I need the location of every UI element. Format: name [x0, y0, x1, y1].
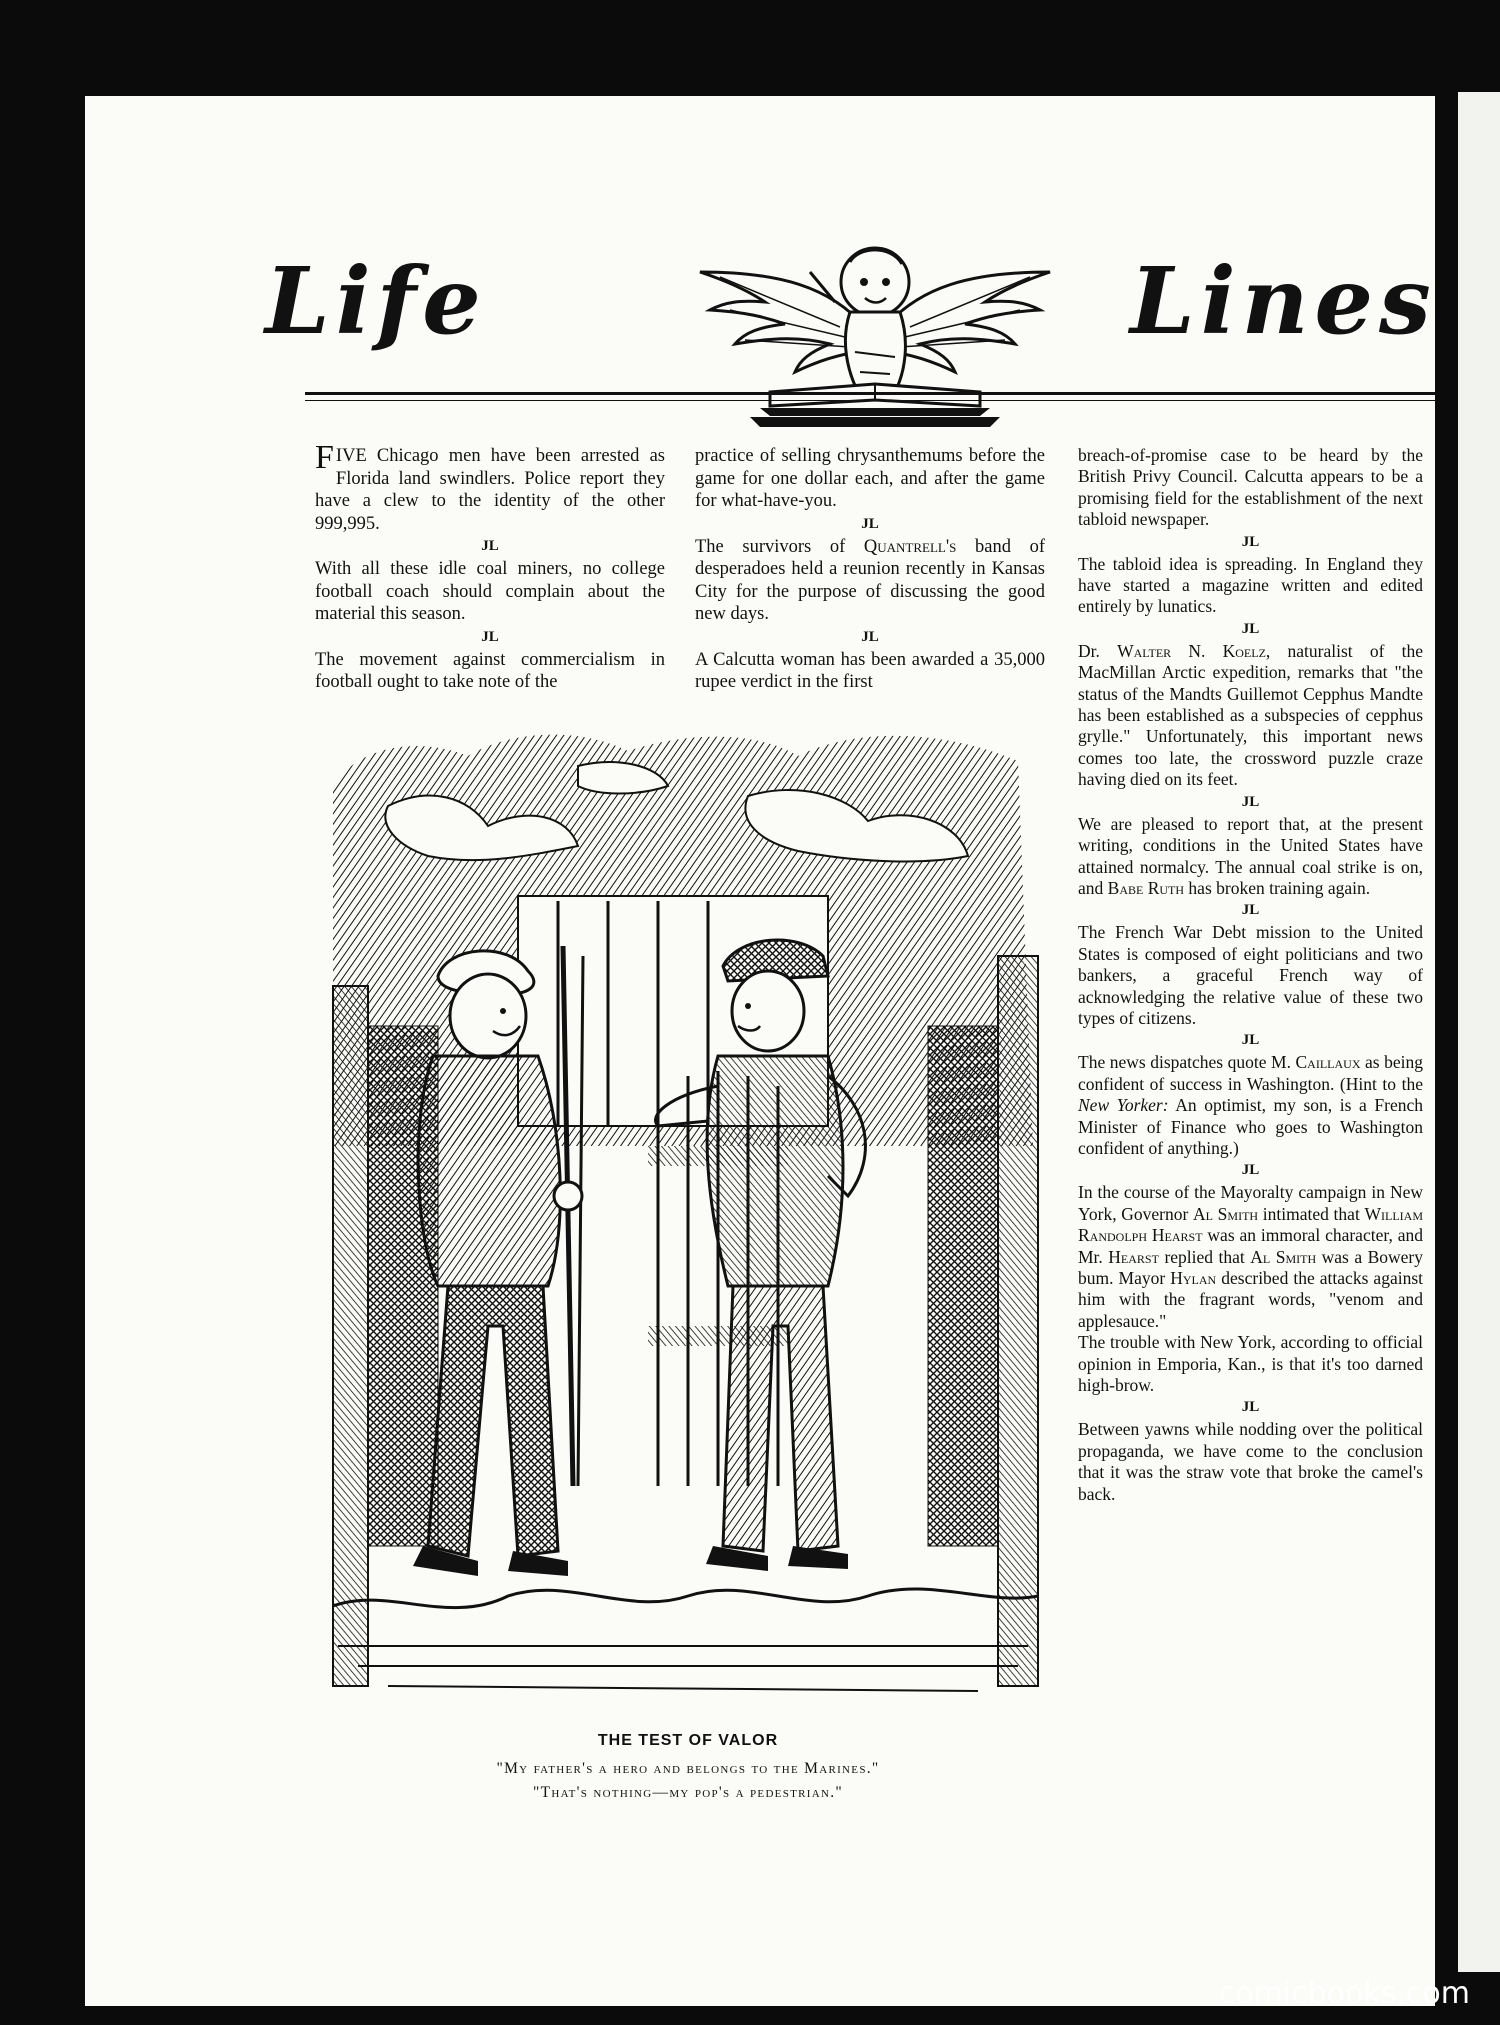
paragraph	[1078, 814, 1423, 900]
cartoon-caption-line-1: "My father's a hero and belongs to the Marines."	[496, 1760, 880, 1777]
adjacent-page-edge	[1458, 92, 1500, 1972]
name-smallcaps: Quantrell's	[863, 536, 957, 557]
text-run: , naturalist of the MacMillan Arctic expedition, remarks that "the status of the Mandts Guillemot Cepphus Mandte has been established as a subspecies of cepphus grylle." Unfortunately, this important news comes too late, the crossword puzzle craze having died on its feet.	[1078, 640, 1423, 790]
paragraph: With all these idle coal miners, no college football coach should complain about the material this season.	[315, 559, 665, 624]
section-separator: JL	[481, 628, 499, 645]
cartoon-illustration	[328, 726, 1046, 1719]
paragraph: breach-of-promise case to be heard by the British Privy Council. Calcutta appears to be a promising field for the establishment of the next tabloid newspaper.	[1078, 445, 1423, 530]
text-run: intimated that	[1258, 1203, 1365, 1224]
text-run: was a Bowery bum. Mayor	[1078, 1246, 1423, 1288]
text-run: described the attacks against him with the fragrant words, "venom and applesauce."	[1078, 1268, 1423, 1331]
name-smallcaps: Al Smith	[1250, 1246, 1317, 1267]
drop-cap: F	[315, 439, 334, 476]
site-watermark: comicbooks.com	[1218, 1976, 1470, 2011]
section-separator: JL	[1241, 1162, 1260, 1179]
section-separator: JL	[1241, 902, 1260, 919]
section-separator: JL	[1241, 1032, 1260, 1049]
text-run: as being confident of success in Washington. (Hint to the	[1078, 1052, 1423, 1094]
section-separator: JL	[1241, 620, 1260, 637]
cherub-emblem-icon	[690, 232, 1060, 432]
section-separator: JL	[861, 515, 879, 532]
paragraph	[1078, 1182, 1423, 1332]
paragraph-text: IVE Chicago men have been arrested as Florida land swindlers. Police report they have a clew to the identity of the other 999,995.	[315, 446, 665, 534]
name-smallcaps: Walter N. Koelz	[1117, 640, 1266, 661]
paragraph	[315, 439, 665, 535]
paragraph: The trouble with New York, according to official opinion in Emporia, Kan., is that it's too darned high-brow.	[1078, 1332, 1423, 1396]
text-run: The news dispatches quote M.	[1078, 1052, 1296, 1073]
text-run: In the course of the Mayoralty campaign in New York, Governor	[1078, 1182, 1423, 1224]
cartoon-caption-line-2: "That's nothing—my pop's a pedestrian."	[532, 1784, 844, 1801]
paragraph: The movement against commercialism in football ought to take note of the	[315, 649, 665, 692]
column-1	[315, 439, 665, 694]
text-run: The survivors of	[695, 536, 864, 557]
italic-title: New Yorker:	[1078, 1095, 1169, 1116]
section-separator: JL	[1241, 1399, 1260, 1416]
column-3	[1078, 445, 1423, 1505]
name-smallcaps: Babe Ruth	[1107, 877, 1185, 898]
paragraph: practice of selling chrysanthemums before the game for one dollar each, and after the game for what-have-you.	[695, 446, 1045, 511]
paragraph: The French War Debt mission to the United States is composed of eight politicians and two bankers, a graceful French way of acknowledging the relative value of these two types of citizens.	[1078, 922, 1423, 1028]
paragraph	[1078, 641, 1423, 791]
header-rule-thick	[305, 392, 1435, 395]
name-smallcaps: Caillaux	[1295, 1052, 1361, 1073]
paragraph: Between yawns while nodding over the political propaganda, we have come to the conclusion that it was the straw vote that broke the camel's back.	[1078, 1419, 1423, 1504]
text-run: was an immoral character, and Mr.	[1078, 1225, 1423, 1267]
name-smallcaps: Al Smith	[1193, 1203, 1259, 1224]
paragraph	[695, 536, 1045, 626]
text-run: We are pleased to report that, at the present writing, conditions in the United States have attained normalcy. The annual coal strike is on, and	[1078, 813, 1423, 898]
section-separator: JL	[1241, 793, 1260, 810]
cartoon-title: THE TEST OF VALOR	[597, 1732, 779, 1749]
paragraph: The tabloid idea is spreading. In England they have started a magazine written and edited entirely by lunatics.	[1078, 553, 1423, 617]
text-run: Dr.	[1078, 640, 1118, 661]
header-rule-thin	[305, 400, 1435, 401]
name-smallcaps: Hearst	[1108, 1246, 1159, 1267]
column-2	[695, 445, 1045, 694]
text-run: band of desperadoes held a reunion recently in Kansas City for the purpose of discussing the good new days.	[695, 536, 1045, 624]
header-title-right: Lines	[1130, 247, 1437, 355]
header-title-left: Life	[265, 247, 487, 355]
section-separator: JL	[481, 538, 499, 554]
section-separator: JL	[1241, 533, 1260, 550]
text-run: replied that	[1158, 1246, 1251, 1267]
name-smallcaps: Hylan	[1170, 1268, 1217, 1288]
section-separator: JL	[861, 628, 879, 645]
paragraph	[1078, 1052, 1423, 1159]
text-run: An optimist, my son, is a French Minister of Finance who goes to Washington confident of anything.)	[1078, 1095, 1423, 1158]
text-run: has broken training again.	[1184, 877, 1371, 898]
paragraph: A Calcutta woman has been awarded a 35,000 rupee verdict in the first	[695, 649, 1045, 692]
name-smallcaps: William Randolph Hearst	[1078, 1203, 1424, 1246]
